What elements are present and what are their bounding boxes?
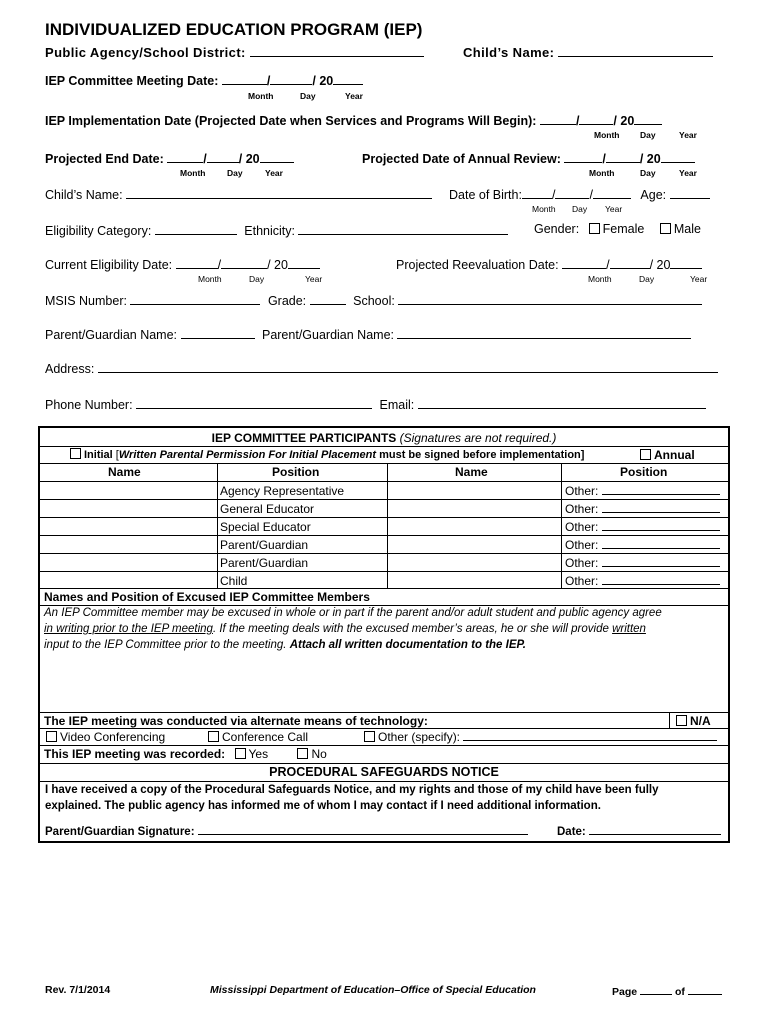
- grade-label: Grade:: [267, 294, 307, 308]
- end-year-field[interactable]: [260, 150, 294, 163]
- header-child-name-label: Child’s Name:: [463, 45, 555, 60]
- other-row-6: [565, 574, 720, 588]
- age-field[interactable]: [670, 186, 710, 199]
- participants-header: [40, 431, 728, 445]
- sub-day: Day: [640, 168, 656, 178]
- sub-year: Year: [605, 204, 623, 214]
- other-tech-label: Other (specify):: [378, 730, 461, 744]
- dob-row: Date of Birth: / / Age:: [449, 186, 710, 202]
- sub-day: Day: [300, 91, 316, 101]
- participants-title: IEP COMMITTEE PARTICIPANTS: [211, 431, 397, 445]
- reevaluation-row: Projected Reevaluation Date: / / 20: [396, 256, 702, 272]
- excused-underline-1: in writing prior to the IEP meeting: [44, 623, 213, 635]
- col-position-header-2: Position: [620, 465, 668, 479]
- child-name-field[interactable]: [126, 186, 432, 199]
- sub-day: Day: [639, 274, 655, 284]
- excused-line3: [44, 639, 526, 651]
- end-day-field[interactable]: [207, 150, 239, 163]
- video-checkbox[interactable]: [46, 731, 57, 742]
- other-label: Other:: [565, 556, 599, 570]
- sub-year: Year: [305, 274, 323, 284]
- msis-field[interactable]: [130, 292, 260, 305]
- dob-month-field[interactable]: [522, 186, 552, 199]
- initial-note-tail: must be signed before implementation]: [379, 449, 585, 461]
- ce-month-field[interactable]: [176, 256, 218, 269]
- col-name-header-2: Name: [455, 465, 488, 479]
- other-row-3: [565, 520, 720, 534]
- female-label: Female: [602, 222, 645, 236]
- current-eligibility-row: Current Eligibility Date: / / 20: [45, 256, 320, 272]
- sub-day: Day: [640, 130, 656, 140]
- implementation-row: IEP Implementation Date (Projected Date when Services and Programs Will Begin): / / 20: [45, 112, 662, 128]
- email-label: Email:: [379, 398, 415, 412]
- other-label: Other:: [565, 484, 599, 498]
- of-label: of: [674, 986, 685, 998]
- current-eligibility-label: Current Eligibility Date:: [45, 258, 173, 272]
- other-field[interactable]: [602, 502, 720, 513]
- col-name-header: Name: [108, 465, 141, 479]
- conference-option: [208, 730, 308, 744]
- footer-dept: Mississippi Department of Education–Office of Special Education: [210, 984, 536, 996]
- footer-page: [612, 984, 722, 998]
- school-label: School:: [353, 294, 395, 308]
- gender-label: Gender:: [534, 222, 580, 236]
- other-label: Other:: [565, 574, 599, 588]
- na-label: N/A: [690, 714, 711, 728]
- address-field[interactable]: [98, 360, 718, 373]
- signature-label: Parent/Guardian Signature:: [45, 826, 195, 838]
- ce-day-field[interactable]: [221, 256, 267, 269]
- annual-review-row: Projected Date of Annual Review: / / 20: [362, 150, 695, 166]
- participants-note: (Signatures are not required.): [399, 431, 557, 445]
- video-option: [46, 730, 165, 744]
- sub-day: Day: [227, 168, 243, 178]
- email-field[interactable]: [418, 396, 706, 409]
- address-label: Address:: [45, 362, 95, 376]
- impl-year-field[interactable]: [634, 112, 662, 125]
- na-checkbox[interactable]: [676, 715, 687, 726]
- excused-underline-2: written: [612, 623, 646, 635]
- other-field[interactable]: [602, 556, 720, 567]
- meeting-month-field[interactable]: [222, 72, 267, 85]
- excused-members-area[interactable]: [44, 656, 724, 710]
- position-parent-2: Parent/Guardian: [220, 556, 309, 570]
- eligibility-category-label: Eligibility Category:: [45, 224, 152, 238]
- male-checkbox[interactable]: [660, 223, 671, 234]
- sub-month: Month: [594, 130, 620, 140]
- signature-field[interactable]: [198, 824, 528, 835]
- participants-table: [38, 426, 730, 843]
- child-name-label: Child’s Name:: [45, 188, 123, 202]
- grade-field[interactable]: [310, 292, 346, 305]
- meeting-day-field[interactable]: [270, 72, 312, 85]
- annual-review-label: Projected Date of Annual Review:: [362, 152, 561, 166]
- phone-label: Phone Number:: [45, 398, 133, 412]
- col-position-header: Position: [272, 465, 320, 479]
- ce-year-field[interactable]: [288, 256, 320, 269]
- recorded-no-label: No: [311, 747, 327, 761]
- re-year-field[interactable]: [670, 256, 702, 269]
- excused-line2-mid: . If the meeting deals with the excused member’s areas, he or she will provide: [212, 623, 609, 635]
- safeguards-text-2: explained. The public agency has informed me of whom I may contact if I need additional information.: [45, 800, 601, 812]
- school-field[interactable]: [398, 292, 702, 305]
- position-parent-1: Parent/Guardian: [220, 538, 309, 552]
- initial-bracket: [: [115, 449, 119, 461]
- msis-row: [45, 292, 702, 308]
- sub-month: Month: [198, 274, 222, 284]
- initial-label: Initial: [84, 449, 113, 461]
- sub-month: Month: [248, 91, 274, 101]
- sub-day: Day: [249, 274, 265, 284]
- review-month-field[interactable]: [564, 150, 602, 163]
- sub-day: Day: [572, 204, 588, 214]
- meeting-date-row: IEP Committee Meeting Date: / / 20: [45, 72, 363, 88]
- agency-row: [45, 44, 424, 60]
- annual-checkbox[interactable]: [640, 449, 651, 460]
- other-label: Other:: [565, 502, 599, 516]
- end-year-prefix: / 20: [238, 152, 260, 166]
- address-row: [45, 360, 718, 376]
- other-field[interactable]: [602, 520, 720, 531]
- meeting-year-field[interactable]: [333, 72, 363, 85]
- excused-attach: Attach all written documentation to the IEP.: [289, 639, 526, 651]
- excused-line3-text: input to the IEP Committee prior to the meeting.: [44, 639, 287, 651]
- ce-year-prefix: / 20: [267, 258, 288, 272]
- parents-row: [45, 326, 691, 342]
- child-row: [45, 186, 432, 202]
- dob-year-field[interactable]: [593, 186, 631, 199]
- initial-row: [70, 448, 584, 461]
- re-year-prefix: / 20: [649, 258, 671, 272]
- other-label: Other:: [565, 520, 599, 534]
- position-agency: Agency Representative: [220, 484, 345, 498]
- eligibility-category-field[interactable]: [155, 222, 237, 235]
- page-number-field[interactable]: [640, 984, 672, 995]
- msis-label: MSIS Number:: [45, 294, 127, 308]
- end-date-row: Projected End Date: / / 20: [45, 150, 294, 166]
- re-month-field[interactable]: [562, 256, 606, 269]
- signature-date-field[interactable]: [589, 824, 721, 835]
- end-date-label: Projected End Date:: [45, 152, 164, 166]
- agency-label: Public Agency/School District:: [45, 45, 246, 60]
- footer-rev: Rev. 7/1/2014: [45, 984, 111, 996]
- excused-line1: An IEP Committee member may be excused in whole or in part if the parent and/or adult student and public agency agree: [44, 607, 662, 619]
- recorded-no-checkbox[interactable]: [297, 748, 308, 759]
- impl-month-field[interactable]: [540, 112, 576, 125]
- conference-label: Conference Call: [222, 730, 309, 744]
- position-general: General Educator: [220, 502, 315, 516]
- position-special: Special Educator: [220, 520, 311, 534]
- sub-month: Month: [589, 168, 615, 178]
- initial-checkbox[interactable]: [70, 448, 81, 459]
- parent1-field[interactable]: [181, 326, 255, 339]
- other-row-2: [565, 502, 720, 516]
- sub-month: Month: [588, 274, 612, 284]
- impl-day-field[interactable]: [579, 112, 613, 125]
- parent2-field[interactable]: [397, 326, 691, 339]
- other-row-5: [565, 556, 720, 570]
- na-option: [676, 714, 711, 728]
- technology-label: The IEP meeting was conducted via alternate means of technology:: [44, 714, 428, 728]
- recorded-row: [44, 747, 327, 761]
- other-label: Other:: [565, 538, 599, 552]
- sub-year: Year: [265, 168, 283, 178]
- contact-row: [45, 396, 706, 412]
- sub-month: Month: [532, 204, 556, 214]
- sub-year: Year: [679, 168, 697, 178]
- safeguards-title: PROCEDURAL SAFEGUARDS NOTICE: [269, 765, 499, 779]
- re-day-field[interactable]: [610, 256, 650, 269]
- meeting-date-label: IEP Committee Meeting Date:: [45, 74, 219, 88]
- ethnicity-label: Ethnicity:: [244, 224, 295, 238]
- age-label: Age:: [640, 188, 667, 202]
- video-label: Video Conferencing: [60, 730, 166, 744]
- page-label: Page: [612, 986, 638, 998]
- annual-row: [640, 448, 695, 462]
- review-year-prefix: / 20: [639, 152, 661, 166]
- review-year-field[interactable]: [661, 150, 695, 163]
- page-total-field[interactable]: [688, 984, 722, 995]
- recorded-yes-checkbox[interactable]: [235, 748, 246, 759]
- eligibility-row: [45, 222, 508, 238]
- sub-year: Year: [679, 130, 697, 140]
- page-title: INDIVIDUALIZED EDUCATION PROGRAM (IEP): [45, 20, 423, 39]
- excused-title: Names and Position of Excused IEP Committee Members: [44, 590, 370, 604]
- position-child: Child: [220, 574, 248, 588]
- recorded-label: This IEP meeting was recorded:: [44, 747, 226, 761]
- sub-month: Month: [180, 168, 206, 178]
- safeguards-text-1: I have received a copy of the Procedural Safeguards Notice, and my rights and those of my child have been fully: [45, 784, 659, 796]
- impl-year-prefix: / 20: [613, 114, 635, 128]
- header-child-name-field[interactable]: [558, 44, 713, 57]
- dob-label: Date of Birth:: [449, 188, 522, 202]
- reevaluation-label: Projected Reevaluation Date:: [396, 258, 559, 272]
- review-day-field[interactable]: [606, 150, 640, 163]
- other-tech-field[interactable]: [463, 730, 717, 741]
- signature-date-label: Date:: [557, 826, 586, 838]
- other-tech-option: [364, 730, 717, 744]
- phone-field[interactable]: [136, 396, 372, 409]
- other-field[interactable]: [602, 574, 720, 585]
- initial-note: Written Parental Permission For Initial Placement: [118, 449, 377, 461]
- male-label: Male: [673, 222, 701, 236]
- other-field[interactable]: [602, 538, 720, 549]
- conference-checkbox[interactable]: [208, 731, 219, 742]
- other-tech-checkbox[interactable]: [364, 731, 375, 742]
- implementation-label: IEP Implementation Date (Projected Date when Services and Programs Will Begin):: [45, 114, 537, 128]
- other-field[interactable]: [602, 484, 720, 495]
- ethnicity-field[interactable]: [298, 222, 508, 235]
- other-row-1: [565, 484, 720, 498]
- meeting-year-prefix: / 20: [312, 74, 334, 88]
- excused-line2: [44, 623, 646, 635]
- agency-field[interactable]: [250, 44, 424, 57]
- signature-row: [45, 824, 528, 838]
- recorded-yes-label: Yes: [248, 747, 269, 761]
- header-child-row: [463, 44, 713, 60]
- signature-date-row: [557, 824, 721, 838]
- dob-day-field[interactable]: [555, 186, 589, 199]
- sub-year: Year: [690, 274, 708, 284]
- other-row-4: [565, 538, 720, 552]
- female-checkbox[interactable]: [589, 223, 600, 234]
- end-month-field[interactable]: [167, 150, 203, 163]
- annual-label: Annual: [654, 448, 695, 462]
- gender-row: [534, 222, 701, 236]
- parent2-label: Parent/Guardian Name:: [261, 328, 394, 342]
- sub-year: Year: [345, 91, 363, 101]
- parent1-label: Parent/Guardian Name:: [45, 328, 178, 342]
